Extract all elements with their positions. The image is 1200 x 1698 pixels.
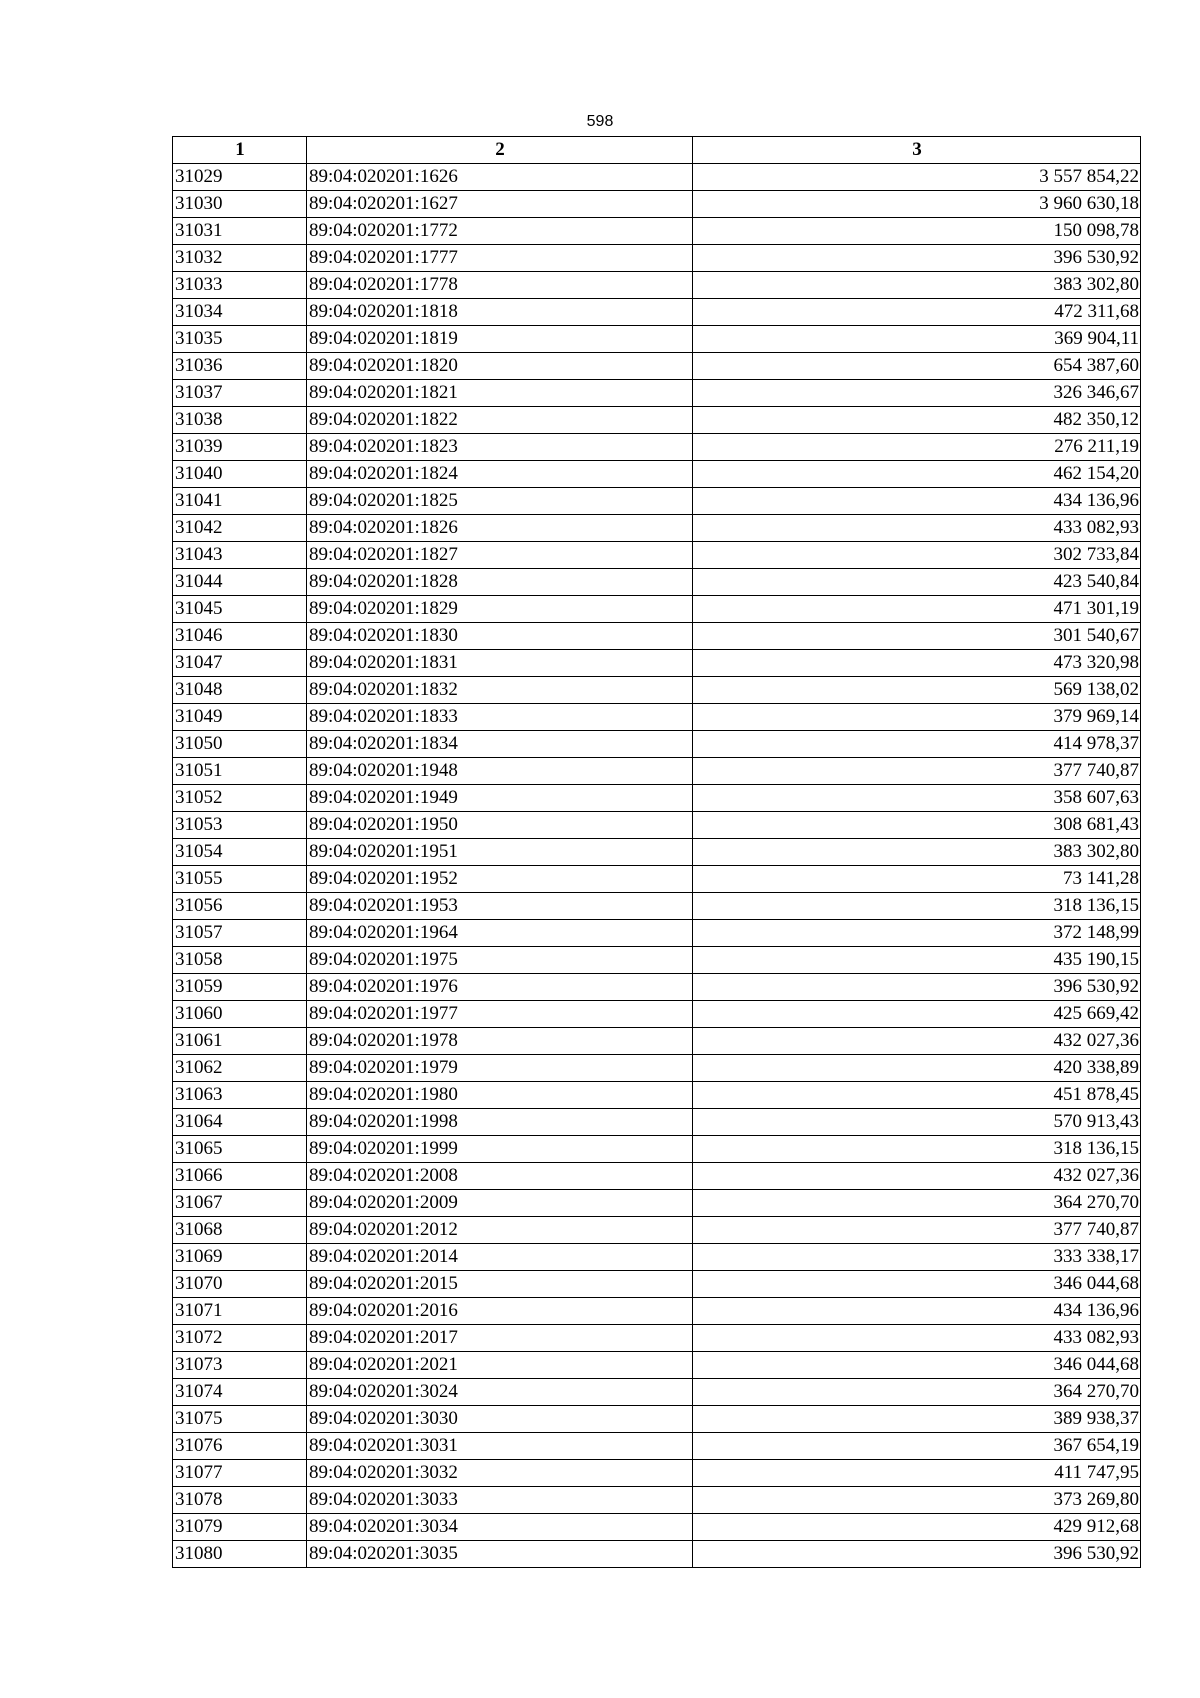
row-number-cell: 31042 bbox=[173, 515, 307, 542]
row-number-cell: 31043 bbox=[173, 542, 307, 569]
table-row bbox=[173, 380, 1141, 407]
table-row bbox=[173, 515, 1141, 542]
row-number-cell: 31037 bbox=[173, 380, 307, 407]
table-row bbox=[173, 326, 1141, 353]
cadastral-number-cell: 89:04:020201:1832 bbox=[307, 677, 693, 704]
cadastral-number-cell: 89:04:020201:1830 bbox=[307, 623, 693, 650]
cadastral-value-cell: 569 138,02 bbox=[693, 677, 1141, 704]
cadastral-value-table bbox=[172, 136, 1141, 1568]
table-row bbox=[173, 1460, 1141, 1487]
cadastral-number-cell: 89:04:020201:1826 bbox=[307, 515, 693, 542]
row-number-cell: 31036 bbox=[173, 353, 307, 380]
row-number-cell: 31063 bbox=[173, 1082, 307, 1109]
table-row bbox=[173, 1298, 1141, 1325]
table-row bbox=[173, 1217, 1141, 1244]
cadastral-number-cell: 89:04:020201:1976 bbox=[307, 974, 693, 1001]
cadastral-value-cell: 411 747,95 bbox=[693, 1460, 1141, 1487]
cadastral-value-cell: 372 148,99 bbox=[693, 920, 1141, 947]
cadastral-value-cell: 396 530,92 bbox=[693, 974, 1141, 1001]
table-row bbox=[173, 596, 1141, 623]
row-number-cell: 31034 bbox=[173, 299, 307, 326]
cadastral-value-cell: 358 607,63 bbox=[693, 785, 1141, 812]
cadastral-number-cell: 89:04:020201:1821 bbox=[307, 380, 693, 407]
table-row bbox=[173, 1136, 1141, 1163]
row-number-cell: 31053 bbox=[173, 812, 307, 839]
table-row bbox=[173, 1190, 1141, 1217]
table-row bbox=[173, 920, 1141, 947]
cadastral-value-cell: 318 136,15 bbox=[693, 1136, 1141, 1163]
cadastral-value-cell: 472 311,68 bbox=[693, 299, 1141, 326]
row-number-cell: 31033 bbox=[173, 272, 307, 299]
page-number: 598 bbox=[586, 113, 614, 130]
cadastral-value-cell: 570 913,43 bbox=[693, 1109, 1141, 1136]
table-row bbox=[173, 299, 1141, 326]
row-number-cell: 31050 bbox=[173, 731, 307, 758]
cadastral-value-cell: 451 878,45 bbox=[693, 1082, 1141, 1109]
cadastral-number-cell: 89:04:020201:1951 bbox=[307, 839, 693, 866]
column-header-3: 3 bbox=[693, 137, 1141, 164]
row-number-cell: 31059 bbox=[173, 974, 307, 1001]
row-number-cell: 31075 bbox=[173, 1406, 307, 1433]
cadastral-number-cell: 89:04:020201:1820 bbox=[307, 353, 693, 380]
table-row bbox=[173, 1514, 1141, 1541]
cadastral-number-cell: 89:04:020201:1824 bbox=[307, 461, 693, 488]
cadastral-value-cell: 377 740,87 bbox=[693, 758, 1141, 785]
table-row bbox=[173, 1487, 1141, 1514]
cadastral-value-cell: 473 320,98 bbox=[693, 650, 1141, 677]
cadastral-value-cell: 364 270,70 bbox=[693, 1379, 1141, 1406]
cadastral-value-cell: 429 912,68 bbox=[693, 1514, 1141, 1541]
table-header-row bbox=[173, 137, 1141, 164]
row-number-cell: 31044 bbox=[173, 569, 307, 596]
cadastral-value-cell: 396 530,92 bbox=[693, 1541, 1141, 1568]
cadastral-number-cell: 89:04:020201:1818 bbox=[307, 299, 693, 326]
cadastral-number-cell: 89:04:020201:1977 bbox=[307, 1001, 693, 1028]
cadastral-value-cell: 433 082,93 bbox=[693, 1325, 1141, 1352]
cadastral-number-cell: 89:04:020201:1819 bbox=[307, 326, 693, 353]
cadastral-value-cell: 3 960 630,18 bbox=[693, 191, 1141, 218]
cadastral-value-cell: 482 350,12 bbox=[693, 407, 1141, 434]
cadastral-number-cell: 89:04:020201:1627 bbox=[307, 191, 693, 218]
cadastral-number-cell: 89:04:020201:1834 bbox=[307, 731, 693, 758]
table-row bbox=[173, 812, 1141, 839]
table-row bbox=[173, 488, 1141, 515]
row-number-cell: 31074 bbox=[173, 1379, 307, 1406]
cadastral-number-cell: 89:04:020201:1979 bbox=[307, 1055, 693, 1082]
cadastral-number-cell: 89:04:020201:2016 bbox=[307, 1298, 693, 1325]
table-row bbox=[173, 569, 1141, 596]
cadastral-value-cell: 333 338,17 bbox=[693, 1244, 1141, 1271]
row-number-cell: 31046 bbox=[173, 623, 307, 650]
cadastral-number-cell: 89:04:020201:2008 bbox=[307, 1163, 693, 1190]
row-number-cell: 31057 bbox=[173, 920, 307, 947]
cadastral-number-cell: 89:04:020201:1980 bbox=[307, 1082, 693, 1109]
table-row bbox=[173, 542, 1141, 569]
table-row bbox=[173, 1271, 1141, 1298]
row-number-cell: 31070 bbox=[173, 1271, 307, 1298]
cadastral-value-cell: 3 557 854,22 bbox=[693, 164, 1141, 191]
cadastral-value-cell: 326 346,67 bbox=[693, 380, 1141, 407]
cadastral-value-cell: 462 154,20 bbox=[693, 461, 1141, 488]
table-row bbox=[173, 1379, 1141, 1406]
table-row bbox=[173, 1541, 1141, 1568]
table-row bbox=[173, 704, 1141, 731]
cadastral-number-cell: 89:04:020201:1831 bbox=[307, 650, 693, 677]
cadastral-number-cell: 89:04:020201:3024 bbox=[307, 1379, 693, 1406]
row-number-cell: 31073 bbox=[173, 1352, 307, 1379]
cadastral-number-cell: 89:04:020201:1778 bbox=[307, 272, 693, 299]
cadastral-number-cell: 89:04:020201:1950 bbox=[307, 812, 693, 839]
cadastral-value-cell: 471 301,19 bbox=[693, 596, 1141, 623]
cadastral-value-cell: 383 302,80 bbox=[693, 272, 1141, 299]
cadastral-value-cell: 420 338,89 bbox=[693, 1055, 1141, 1082]
cadastral-value-cell: 414 978,37 bbox=[693, 731, 1141, 758]
table-row bbox=[173, 461, 1141, 488]
table-row bbox=[173, 1406, 1141, 1433]
cadastral-number-cell: 89:04:020201:3034 bbox=[307, 1514, 693, 1541]
table-row bbox=[173, 353, 1141, 380]
table-row bbox=[173, 1352, 1141, 1379]
cadastral-value-cell: 434 136,96 bbox=[693, 488, 1141, 515]
row-number-cell: 31066 bbox=[173, 1163, 307, 1190]
table-row bbox=[173, 191, 1141, 218]
cadastral-value-cell: 433 082,93 bbox=[693, 515, 1141, 542]
row-number-cell: 31079 bbox=[173, 1514, 307, 1541]
cadastral-number-cell: 89:04:020201:1822 bbox=[307, 407, 693, 434]
table-row bbox=[173, 785, 1141, 812]
table-row bbox=[173, 1325, 1141, 1352]
row-number-cell: 31054 bbox=[173, 839, 307, 866]
row-number-cell: 31035 bbox=[173, 326, 307, 353]
row-number-cell: 31077 bbox=[173, 1460, 307, 1487]
row-number-cell: 31061 bbox=[173, 1028, 307, 1055]
table-row bbox=[173, 623, 1141, 650]
table-row bbox=[173, 974, 1141, 1001]
cadastral-value-cell: 346 044,68 bbox=[693, 1271, 1141, 1298]
cadastral-number-cell: 89:04:020201:1626 bbox=[307, 164, 693, 191]
cadastral-value-cell: 425 669,42 bbox=[693, 1001, 1141, 1028]
table-row bbox=[173, 1055, 1141, 1082]
row-number-cell: 31048 bbox=[173, 677, 307, 704]
table-row bbox=[173, 245, 1141, 272]
row-number-cell: 31060 bbox=[173, 1001, 307, 1028]
row-number-cell: 31078 bbox=[173, 1487, 307, 1514]
table-row bbox=[173, 218, 1141, 245]
cadastral-number-cell: 89:04:020201:3032 bbox=[307, 1460, 693, 1487]
column-header-1: 1 bbox=[173, 137, 307, 164]
row-number-cell: 31031 bbox=[173, 218, 307, 245]
cadastral-value-cell: 654 387,60 bbox=[693, 353, 1141, 380]
cadastral-value-cell: 369 904,11 bbox=[693, 326, 1141, 353]
row-number-cell: 31072 bbox=[173, 1325, 307, 1352]
cadastral-number-cell: 89:04:020201:1953 bbox=[307, 893, 693, 920]
row-number-cell: 31029 bbox=[173, 164, 307, 191]
cadastral-value-cell: 373 269,80 bbox=[693, 1487, 1141, 1514]
cadastral-value-cell: 301 540,67 bbox=[693, 623, 1141, 650]
table-row bbox=[173, 1109, 1141, 1136]
table-row bbox=[173, 1244, 1141, 1271]
table-row bbox=[173, 893, 1141, 920]
row-number-cell: 31039 bbox=[173, 434, 307, 461]
cadastral-number-cell: 89:04:020201:1998 bbox=[307, 1109, 693, 1136]
row-number-cell: 31080 bbox=[173, 1541, 307, 1568]
table-row bbox=[173, 1028, 1141, 1055]
cadastral-value-cell: 379 969,14 bbox=[693, 704, 1141, 731]
row-number-cell: 31038 bbox=[173, 407, 307, 434]
column-header-2: 2 bbox=[307, 137, 693, 164]
cadastral-number-cell: 89:04:020201:1777 bbox=[307, 245, 693, 272]
cadastral-number-cell: 89:04:020201:3035 bbox=[307, 1541, 693, 1568]
cadastral-value-cell: 73 141,28 bbox=[693, 866, 1141, 893]
table-row bbox=[173, 434, 1141, 461]
table-row bbox=[173, 866, 1141, 893]
row-number-cell: 31032 bbox=[173, 245, 307, 272]
row-number-cell: 31076 bbox=[173, 1433, 307, 1460]
cadastral-value-cell: 389 938,37 bbox=[693, 1406, 1141, 1433]
row-number-cell: 31045 bbox=[173, 596, 307, 623]
cadastral-value-cell: 308 681,43 bbox=[693, 812, 1141, 839]
table-row bbox=[173, 839, 1141, 866]
row-number-cell: 31047 bbox=[173, 650, 307, 677]
row-number-cell: 31058 bbox=[173, 947, 307, 974]
row-number-cell: 31049 bbox=[173, 704, 307, 731]
table-body bbox=[173, 164, 1141, 1568]
cadastral-value-cell: 367 654,19 bbox=[693, 1433, 1141, 1460]
cadastral-value-cell: 396 530,92 bbox=[693, 245, 1141, 272]
table-row bbox=[173, 164, 1141, 191]
cadastral-number-cell: 89:04:020201:1952 bbox=[307, 866, 693, 893]
cadastral-value-cell: 435 190,15 bbox=[693, 947, 1141, 974]
table-row bbox=[173, 947, 1141, 974]
table-row bbox=[173, 758, 1141, 785]
cadastral-number-cell: 89:04:020201:2009 bbox=[307, 1190, 693, 1217]
table-row bbox=[173, 731, 1141, 758]
row-number-cell: 31062 bbox=[173, 1055, 307, 1082]
cadastral-number-cell: 89:04:020201:3030 bbox=[307, 1406, 693, 1433]
cadastral-value-cell: 150 098,78 bbox=[693, 218, 1141, 245]
row-number-cell: 31051 bbox=[173, 758, 307, 785]
table-row bbox=[173, 677, 1141, 704]
cadastral-number-cell: 89:04:020201:1948 bbox=[307, 758, 693, 785]
row-number-cell: 31064 bbox=[173, 1109, 307, 1136]
row-number-cell: 31065 bbox=[173, 1136, 307, 1163]
cadastral-value-cell: 423 540,84 bbox=[693, 569, 1141, 596]
row-number-cell: 31067 bbox=[173, 1190, 307, 1217]
cadastral-number-cell: 89:04:020201:1829 bbox=[307, 596, 693, 623]
cadastral-value-cell: 318 136,15 bbox=[693, 893, 1141, 920]
cadastral-number-cell: 89:04:020201:3031 bbox=[307, 1433, 693, 1460]
row-number-cell: 31041 bbox=[173, 488, 307, 515]
cadastral-value-cell: 276 211,19 bbox=[693, 434, 1141, 461]
cadastral-value-cell: 383 302,80 bbox=[693, 839, 1141, 866]
cadastral-number-cell: 89:04:020201:2017 bbox=[307, 1325, 693, 1352]
cadastral-value-cell: 302 733,84 bbox=[693, 542, 1141, 569]
cadastral-number-cell: 89:04:020201:1978 bbox=[307, 1028, 693, 1055]
cadastral-value-cell: 346 044,68 bbox=[693, 1352, 1141, 1379]
cadastral-number-cell: 89:04:020201:2021 bbox=[307, 1352, 693, 1379]
row-number-cell: 31052 bbox=[173, 785, 307, 812]
table-row bbox=[173, 650, 1141, 677]
row-number-cell: 31030 bbox=[173, 191, 307, 218]
cadastral-value-cell: 377 740,87 bbox=[693, 1217, 1141, 1244]
cadastral-value-cell: 432 027,36 bbox=[693, 1163, 1141, 1190]
table-row bbox=[173, 1001, 1141, 1028]
table-row bbox=[173, 407, 1141, 434]
cadastral-number-cell: 89:04:020201:3033 bbox=[307, 1487, 693, 1514]
table-row bbox=[173, 1082, 1141, 1109]
cadastral-number-cell: 89:04:020201:2014 bbox=[307, 1244, 693, 1271]
row-number-cell: 31071 bbox=[173, 1298, 307, 1325]
cadastral-number-cell: 89:04:020201:1999 bbox=[307, 1136, 693, 1163]
cadastral-number-cell: 89:04:020201:1949 bbox=[307, 785, 693, 812]
cadastral-number-cell: 89:04:020201:1823 bbox=[307, 434, 693, 461]
table-row bbox=[173, 1433, 1141, 1460]
cadastral-value-cell: 432 027,36 bbox=[693, 1028, 1141, 1055]
cadastral-number-cell: 89:04:020201:1833 bbox=[307, 704, 693, 731]
cadastral-number-cell: 89:04:020201:1827 bbox=[307, 542, 693, 569]
cadastral-number-cell: 89:04:020201:1772 bbox=[307, 218, 693, 245]
row-number-cell: 31040 bbox=[173, 461, 307, 488]
row-number-cell: 31055 bbox=[173, 866, 307, 893]
cadastral-number-cell: 89:04:020201:1825 bbox=[307, 488, 693, 515]
cadastral-value-cell: 434 136,96 bbox=[693, 1298, 1141, 1325]
cadastral-value-cell: 364 270,70 bbox=[693, 1190, 1141, 1217]
row-number-cell: 31068 bbox=[173, 1217, 307, 1244]
cadastral-number-cell: 89:04:020201:1964 bbox=[307, 920, 693, 947]
cadastral-number-cell: 89:04:020201:1975 bbox=[307, 947, 693, 974]
cadastral-number-cell: 89:04:020201:1828 bbox=[307, 569, 693, 596]
table-row bbox=[173, 1163, 1141, 1190]
cadastral-number-cell: 89:04:020201:2012 bbox=[307, 1217, 693, 1244]
table-row bbox=[173, 272, 1141, 299]
row-number-cell: 31069 bbox=[173, 1244, 307, 1271]
row-number-cell: 31056 bbox=[173, 893, 307, 920]
cadastral-number-cell: 89:04:020201:2015 bbox=[307, 1271, 693, 1298]
